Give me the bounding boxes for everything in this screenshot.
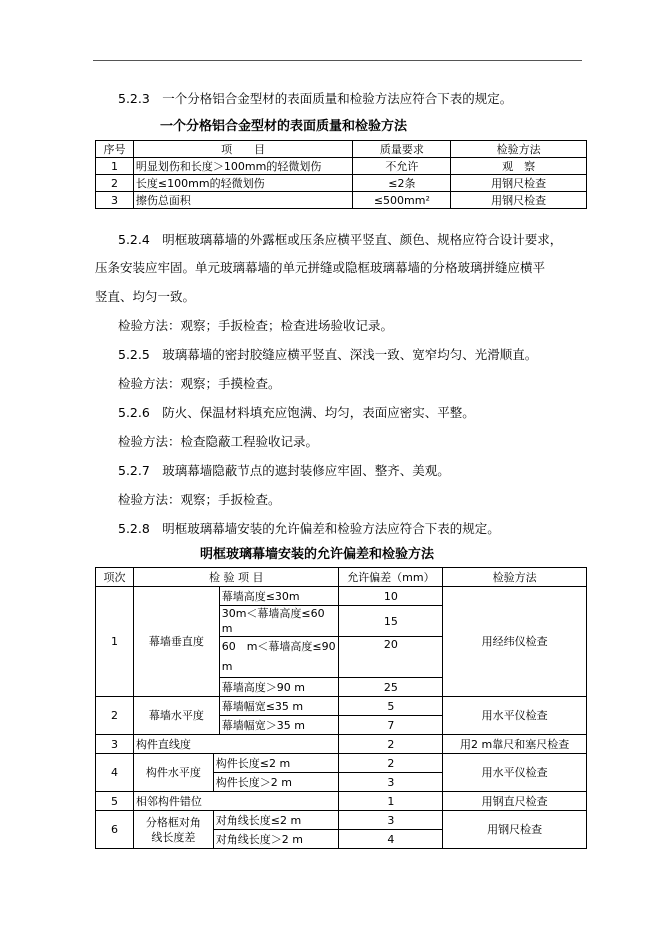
item-name: 构件水平度 xyxy=(133,754,213,792)
cell: 3 xyxy=(96,192,134,209)
installation-tolerance-table xyxy=(95,567,587,849)
tolerance-value: 3 xyxy=(339,811,443,830)
tolerance-value: 20 xyxy=(339,637,443,678)
para-5-2-4-line1: 5.2.4 明框玻璃幕墙的外露框或压条应横平竖直、颜色、规格应符合设计要求， xyxy=(118,232,563,247)
method-5-2-6: 检验方法：检查隐蔽工程验收记录。 xyxy=(118,434,319,449)
item-number: 4 xyxy=(96,754,134,792)
cell: 擦伤总面积 xyxy=(133,192,353,209)
sub-condition: 30m＜幕墙高度≤60 m xyxy=(219,606,339,637)
cell: 2 xyxy=(96,175,134,192)
table-header-row xyxy=(96,141,587,158)
sub-condition: 构件长度＞2 m xyxy=(213,773,339,792)
header-cell: 质量要求 xyxy=(353,141,451,158)
table1-caption: 一个分格铝合金型材的表面质量和检验方法 xyxy=(160,119,408,134)
table-row xyxy=(96,697,587,716)
sub-condition: 对角线长度≤2 m xyxy=(213,811,339,830)
sub-condition: 60 m＜幕墙高度≤90 m xyxy=(219,637,339,678)
item-name: 构件直线度 xyxy=(133,735,339,754)
header-cell: 允许偏差（mm） xyxy=(339,568,443,587)
cell: 长度≤100mm的轻微划伤 xyxy=(133,175,353,192)
header-cell: 项 目 xyxy=(133,141,353,158)
cell: 用钢尺检查 xyxy=(451,175,587,192)
cell: ≤2条 xyxy=(353,175,451,192)
item-number: 3 xyxy=(96,735,134,754)
tolerance-value: 10 xyxy=(339,587,443,606)
tolerance-value: 15 xyxy=(339,606,443,637)
table-row xyxy=(96,811,587,830)
sub-condition: 构件长度≤2 m xyxy=(213,754,339,773)
para-5-2-6: 5.2.6 防火、保温材料填充应饱满、均匀，表面应密实、平整。 xyxy=(118,405,475,420)
item-name-line1: 分格框对角 xyxy=(145,815,201,829)
sub-condition: 幕墙高度≤30m xyxy=(219,587,339,606)
tolerance-value: 4 xyxy=(339,830,443,849)
item-number: 6 xyxy=(96,811,134,849)
tolerance-value: 2 xyxy=(339,754,443,773)
para-5-2-7: 5.2.7 玻璃幕墙隐蔽节点的遮封装修应牢固、整齐、美观。 xyxy=(118,463,450,478)
method-5-2-4: 检验方法：观察；手扳检查；检查进场验收记录。 xyxy=(118,318,394,333)
check-method: 用钢直尺检查 xyxy=(443,792,587,811)
tolerance-value: 2 xyxy=(339,735,443,754)
item-name-line2: 线长度差 xyxy=(151,830,196,844)
cell: 用钢尺检查 xyxy=(451,192,587,209)
check-method: 用钢尺检查 xyxy=(443,811,587,849)
table-row xyxy=(96,735,587,754)
item-number: 5 xyxy=(96,792,134,811)
table2-caption: 明框玻璃幕墙安装的允许偏差和检验方法 xyxy=(200,547,435,562)
tolerance-value: 25 xyxy=(339,678,443,697)
para-5-2-4-line3: 竖直、均匀一致。 xyxy=(95,289,196,304)
item-name: 幕墙垂直度 xyxy=(133,587,219,697)
table-row xyxy=(96,192,587,209)
item-number: 2 xyxy=(96,697,134,735)
para-5-2-8: 5.2.8 明框玻璃幕墙安装的允许偏差和检验方法应符合下表的规定。 xyxy=(118,521,500,536)
table-row xyxy=(96,754,587,773)
tolerance-value: 7 xyxy=(339,716,443,735)
cell: 明显划伤和长度＞100mm的轻微划伤 xyxy=(133,158,353,175)
item-name: 幕墙水平度 xyxy=(133,697,219,735)
cell: 1 xyxy=(96,158,134,175)
sub-condition: 幕墙幅宽＞35 m xyxy=(219,716,339,735)
check-method: 用2 m靠尺和塞尺检查 xyxy=(443,735,587,754)
tolerance-value: 3 xyxy=(339,773,443,792)
cell: 不允许 xyxy=(353,158,451,175)
table-row xyxy=(96,158,587,175)
sub-condition: 幕墙高度＞90 m xyxy=(219,678,339,697)
table-row xyxy=(96,587,587,606)
header-cell: 序号 xyxy=(96,141,134,158)
sub-condition: 幕墙幅宽≤35 m xyxy=(219,697,339,716)
tolerance-value: 1 xyxy=(339,792,443,811)
header-cell: 检 验 项 目 xyxy=(133,568,339,587)
para-5-2-5: 5.2.5 玻璃幕墙的密封胶缝应横平竖直、深浅一致、宽窄均匀、光滑顺直。 xyxy=(118,347,538,362)
para-5-2-4-line2: 压条安装应牢固。单元玻璃幕墙的单元拼缝或隐框玻璃幕墙的分格玻璃拼缝应横平 xyxy=(95,260,546,275)
tolerance-value: 5 xyxy=(339,697,443,716)
header-rule xyxy=(93,60,582,61)
header-cell: 检验方法 xyxy=(451,141,587,158)
para-5-2-3: 5.2.3 一个分格铝合金型材的表面质量和检验方法应符合下表的规定。 xyxy=(118,91,513,106)
table-header-row xyxy=(96,568,587,587)
check-method: 用水平仪检查 xyxy=(443,754,587,792)
check-method: 用经纬仪检查 xyxy=(443,587,587,697)
method-5-2-7: 检验方法：观察；手扳检查。 xyxy=(118,492,281,507)
table-row xyxy=(96,792,587,811)
table-row xyxy=(96,175,587,192)
surface-quality-table xyxy=(95,140,587,209)
item-name xyxy=(133,811,213,849)
header-cell: 检验方法 xyxy=(443,568,587,587)
item-name: 相邻构件错位 xyxy=(133,792,339,811)
header-cell: 项次 xyxy=(96,568,134,587)
method-5-2-5: 检验方法：观察；手摸检查。 xyxy=(118,376,281,391)
check-method: 用水平仪检查 xyxy=(443,697,587,735)
cell: ≤500mm² xyxy=(353,192,451,209)
item-number: 1 xyxy=(96,587,134,697)
cell: 观 察 xyxy=(451,158,587,175)
sub-condition: 对角线长度＞2 m xyxy=(213,830,339,849)
